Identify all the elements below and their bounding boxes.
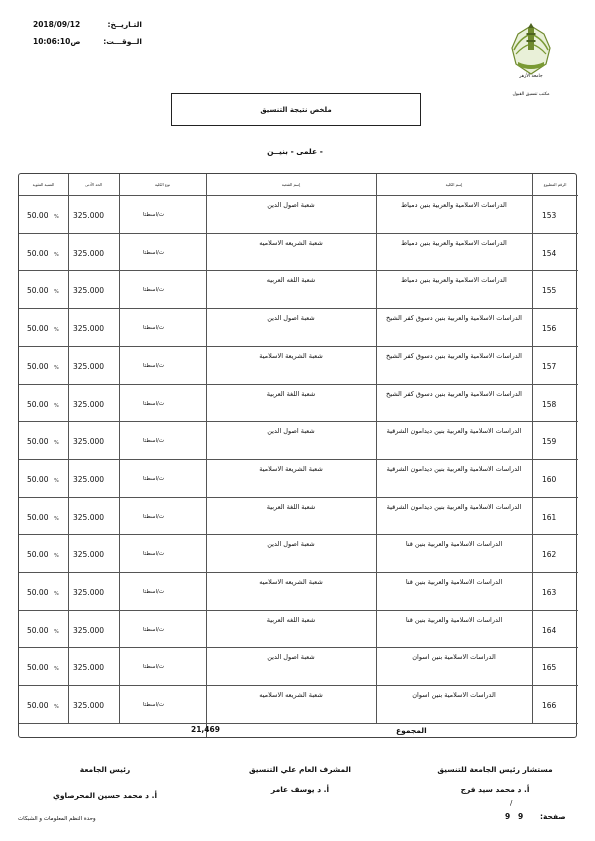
row-college: الدراسات الاسلامية والعربية بنين دسوق كفر الشيخ [386,314,522,323]
row-percent-sign: % [54,553,59,560]
row-code: 166 [542,701,557,711]
row-branch: شعبة اللغة العربية [266,389,316,398]
row-branch: شعبة الشريعة الاسلامية [259,351,323,360]
table-row-divider [19,346,578,347]
row-college: الدراسات الاسلامية والعربية بنين ديدامون الشرقية [386,502,522,511]
row-code: 154 [542,248,557,258]
row-college: الدراسات الاسلامية والعربية بنين ديدامون الشرقية [386,427,522,436]
row-code: 163 [542,588,557,597]
table-row-divider [19,610,578,611]
total-value: 21,469 [191,724,220,734]
col-header-type: نوع الكلية [154,182,171,187]
table-row-divider [19,421,578,422]
row-percent-sign: % [54,364,59,371]
row-percent: 50.00 [27,248,49,258]
row-branch: شعبة الشريعة الاسلامية [259,464,323,473]
table-column-divider [532,174,533,723]
row-college: الدراسات الاسلامية والعربية بنين قنا [405,578,503,586]
row-branch: شعبة اصول الدين [267,653,315,662]
row-code: 160 [542,474,557,484]
row-percent-sign: % [54,515,59,522]
row-percent: 50.00 [27,437,49,447]
row-type: ت/اسطتا [143,325,165,332]
row-percent: 50.00 [27,512,49,522]
row-percent: 50.00 [27,286,49,296]
row-percent-sign: % [54,214,59,220]
row-branch: شعبة الشريعه الاسلاميه [259,238,323,247]
table-row-divider [19,647,578,648]
row-min-score: 325.000 [73,625,105,635]
table-row-divider [19,308,578,309]
row-percent: 50.00 [27,663,49,673]
row-percent: 50.00 [27,361,49,371]
row-type: ت/اسطتا [143,438,165,445]
row-code: 162 [542,550,557,560]
row-percent-sign: % [54,704,59,711]
row-branch: شعبة الشريعه الاسلاميه [259,578,323,586]
row-type: ت/اسطتا [143,287,165,294]
row-min-score: 325.000 [73,663,105,673]
row-percent: 50.00 [27,701,49,711]
row-min-score: 325.000 [73,286,105,296]
page-current: 9 [518,812,524,821]
office-name: مكتب تنسيق القبول [512,92,550,97]
row-code: 158 [542,399,557,409]
time-value: ص10:06:10 [33,37,81,46]
total-label: المجموع [396,725,427,735]
row-type: ت/اسطتا [143,249,165,256]
table-row-divider [19,534,578,535]
row-code: 161 [542,512,557,522]
row-percent: 50.00 [27,211,49,220]
university-logo [506,20,556,80]
table-row-divider [19,459,578,460]
row-code: 159 [542,437,557,447]
row-min-score: 325.000 [73,588,105,597]
page-total: 9 [505,812,511,821]
row-percent-sign: % [54,289,59,296]
row-percent-sign: % [54,628,59,635]
university-name: جامعة الأزهر [519,74,543,79]
row-branch: شعبة اصول الدين [267,540,315,549]
row-type: ت/اسطتا [143,475,165,482]
date-value: 2018/09/12 [33,20,81,29]
row-college: الدراسات الاسلامية والعربية بنين قنا [405,540,503,549]
row-min-score: 325.000 [73,211,105,220]
row-code: 155 [542,286,557,296]
row-branch: شعبة اللغه العربيه [266,276,316,285]
row-branch: شعبة اللغه العربية [266,615,316,624]
table-column-divider [68,174,69,723]
row-min-score: 325.000 [73,701,105,711]
col-header-min-score: الحد الأدنى [85,182,102,187]
row-code: 165 [542,663,557,673]
row-college: الدراسات الاسلامية والعربية بنين دمياط [401,238,507,247]
row-min-score: 325.000 [73,550,105,560]
table-row-divider [19,497,578,498]
signature-left-title: رئيس الجامعة [79,765,131,774]
row-college: الدراسات الاسلامية والعربية بنين قنا [405,615,503,624]
row-min-score: 325.000 [73,399,105,409]
time-label: الــوقـــت: [103,37,142,46]
signature-middle-title: المشرف العام علي التنسيق [249,765,351,774]
signature-right-title: مستشار رئيس الجامعة للتنسيق [437,765,553,774]
row-percent-sign: % [54,251,59,258]
table-row-divider [19,685,578,686]
row-min-score: 325.000 [73,437,105,447]
row-type: ت/اسطتا [143,626,165,633]
col-header-percent: النسبة المئوية [32,182,55,187]
row-branch: شعبة اصول الدين [267,427,315,436]
row-min-score: 325.000 [73,512,105,522]
row-percent: 50.00 [27,399,49,409]
row-branch: شعبة اصول الدين [267,201,315,209]
table-header-divider [19,195,578,196]
row-branch: شعبة اصول الدين [267,314,315,323]
row-percent-sign: % [54,477,59,484]
row-type: ت/اسطتا [143,362,165,369]
table-row-divider [19,572,578,573]
signature-right-name: أ. د محمد سيد فرج [460,785,530,794]
page-subtitle: - علمى - بنيــن [267,147,323,156]
row-type: ت/اسطتا [143,664,165,671]
table-column-divider [119,174,120,723]
table-column-divider [206,174,207,723]
row-type: ت/اسطتا [143,212,165,218]
row-code: 157 [542,361,557,371]
row-percent: 50.00 [27,625,49,635]
row-percent: 50.00 [27,474,49,484]
row-percent: 50.00 [27,324,49,334]
row-percent-sign: % [54,591,59,597]
row-branch: شعبة اللغة العربية [266,502,316,511]
row-type: ت/اسطتا [143,702,165,709]
date-label: التـاريــخ: [107,20,142,29]
table-column-divider [376,174,377,723]
row-percent-sign: % [54,327,59,334]
page-title [171,93,421,126]
table-row-divider [19,233,578,234]
row-min-score: 325.000 [73,248,105,258]
row-branch: شعبة الشريعه الاسلاميه [259,691,323,700]
row-percent-sign: % [54,666,59,673]
row-college: الدراسات الاسلامية والعربية بنين دمياط [401,201,507,209]
page-sep: / [510,799,513,807]
signature-middle-name: أ. د يوسف عامر [270,785,330,794]
row-code: 156 [542,324,557,334]
row-college: الدراسات الاسلامية بنين اسوان [412,691,496,700]
row-college: الدراسات الاسلامية والعربية بنين ديدامون الشرقية [386,464,522,473]
table-total-divider [19,723,578,724]
row-type: ت/اسطتا [143,513,165,520]
row-type: ت/اسطتا [143,551,165,558]
row-type: ت/اسطتا [143,400,165,407]
results-table [18,173,577,738]
page-label: صفحة: [540,812,566,821]
row-college: الدراسات الاسلامية والعربية بنين دسوق كفر الشيخ [386,351,522,360]
col-header-code: الرقم المطبوع [543,182,567,187]
row-min-score: 325.000 [73,361,105,371]
row-college: الدراسات الاسلامية بنين اسوان [412,653,496,662]
row-percent-sign: % [54,402,59,409]
signature-left-name: أ. د محمد حسين المحرصاوي [52,791,158,800]
page-title-text: ملخص نتيجة التنسيق [260,105,332,114]
col-header-college: إسم الكلية [445,182,463,187]
row-type: ت/اسطتا [143,589,165,595]
row-percent: 50.00 [27,588,49,597]
row-college: الدراسات الاسلامية والعربية بنين دمياط [401,276,507,285]
row-code: 164 [542,625,557,635]
table-row-divider [19,384,578,385]
col-header-branch: إسم الشعبة [281,182,301,187]
row-percent-sign: % [54,440,59,447]
footer-unit-name: وحدة النظم المعلومات و الشبكات [18,816,96,822]
table-row-divider [19,270,578,271]
row-college: الدراسات الاسلامية والعربية بنين دسوق كفر الشيخ [386,389,522,398]
row-min-score: 325.000 [73,324,105,334]
row-min-score: 325.000 [73,474,105,484]
row-code: 153 [542,211,557,220]
row-percent: 50.00 [27,550,49,560]
